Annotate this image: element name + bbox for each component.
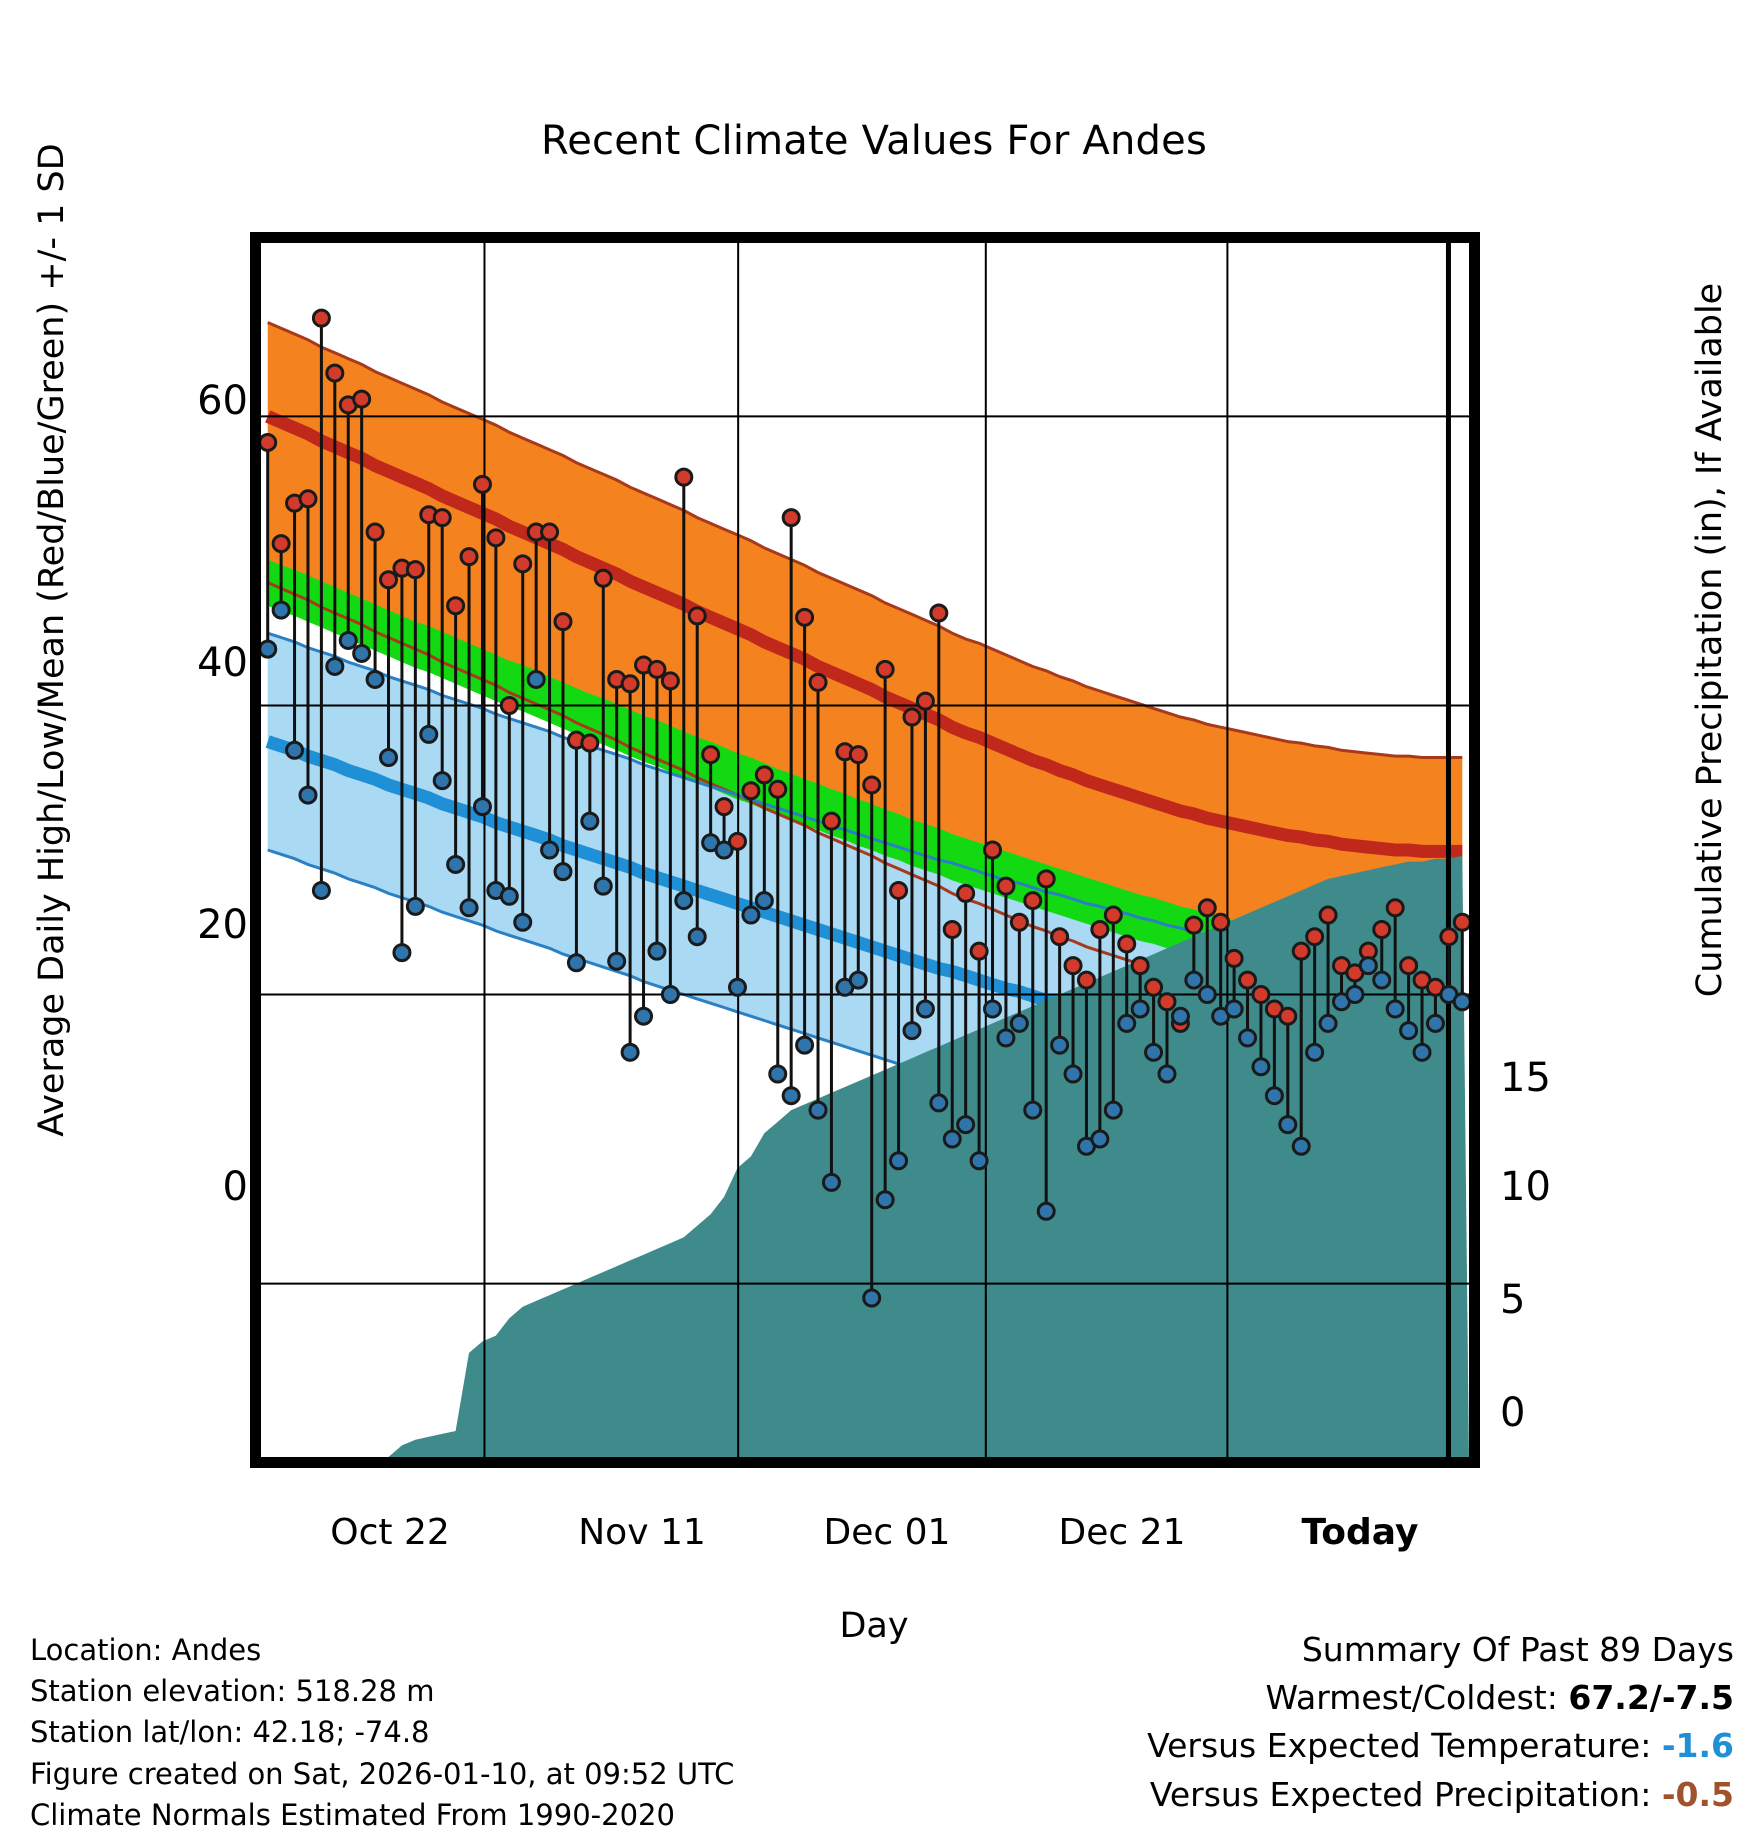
summary-vs-temperature-label: Versus Expected Temperature: bbox=[1147, 1726, 1652, 1766]
summary-vs-temperature-value: -1.6 bbox=[1661, 1726, 1734, 1766]
y-tick-left-60: 60 bbox=[197, 378, 248, 424]
summary-vs-precipitation bbox=[1147, 1771, 1734, 1819]
summary-warmest-coldest-value: 67.2/-7.5 bbox=[1568, 1678, 1734, 1718]
y-tick-right-10: 10 bbox=[1500, 1164, 1551, 1210]
chart-plot-area bbox=[250, 232, 1480, 1468]
y-tick-right-0: 0 bbox=[1500, 1390, 1526, 1436]
y-tick-left-0: 0 bbox=[222, 1164, 248, 1210]
x-tick-dec-21: Dec 21 bbox=[1058, 1512, 1186, 1553]
x-tick-oct-22: Oct 22 bbox=[330, 1512, 450, 1553]
footer-elevation: Station elevation: 518.28 m bbox=[30, 1674, 435, 1709]
x-tick-today: Today bbox=[1301, 1512, 1419, 1553]
summary-panel bbox=[1147, 1626, 1734, 1819]
y-tick-right-15: 15 bbox=[1500, 1055, 1551, 1101]
footer-latlon: Station lat/lon: 42.18; -74.8 bbox=[30, 1715, 430, 1750]
footer-location: Location: Andes bbox=[30, 1633, 262, 1667]
chart-title: Recent Climate Values For Andes bbox=[541, 118, 1207, 164]
y-tick-left-40: 40 bbox=[197, 640, 248, 686]
y-axis-label-right: Cumulative Precipitation (in), If Available bbox=[1690, 282, 1730, 998]
footer-normals: Climate Normals Estimated From 1990-2020 bbox=[30, 1797, 675, 1832]
summary-vs-precipitation-value: -0.5 bbox=[1661, 1774, 1734, 1814]
x-axis-label: Day bbox=[839, 1606, 909, 1646]
y-tick-left-20: 20 bbox=[197, 902, 248, 948]
summary-warmest-coldest bbox=[1147, 1674, 1734, 1722]
summary-warmest-coldest-label: Warmest/Coldest: bbox=[1265, 1678, 1558, 1718]
summary-heading: Summary Of Past 89 Days bbox=[1301, 1630, 1734, 1669]
footer-metadata bbox=[30, 1630, 734, 1836]
footer-created: Figure created on Sat, 2026-01-10, at 09:52 UTC bbox=[30, 1756, 735, 1791]
y-tick-right-5: 5 bbox=[1500, 1277, 1526, 1323]
y-axis-label-left: Average Daily High/Low/Mean (Red/Blue/Green) +/- 1 SD bbox=[32, 143, 72, 1137]
x-tick-nov-11: Nov 11 bbox=[578, 1512, 706, 1553]
x-tick-dec-01: Dec 01 bbox=[823, 1512, 951, 1553]
summary-vs-temperature bbox=[1147, 1722, 1734, 1770]
climate-plot-svg bbox=[261, 243, 1469, 1457]
summary-vs-precipitation-label: Versus Expected Precipitation: bbox=[1149, 1774, 1652, 1814]
